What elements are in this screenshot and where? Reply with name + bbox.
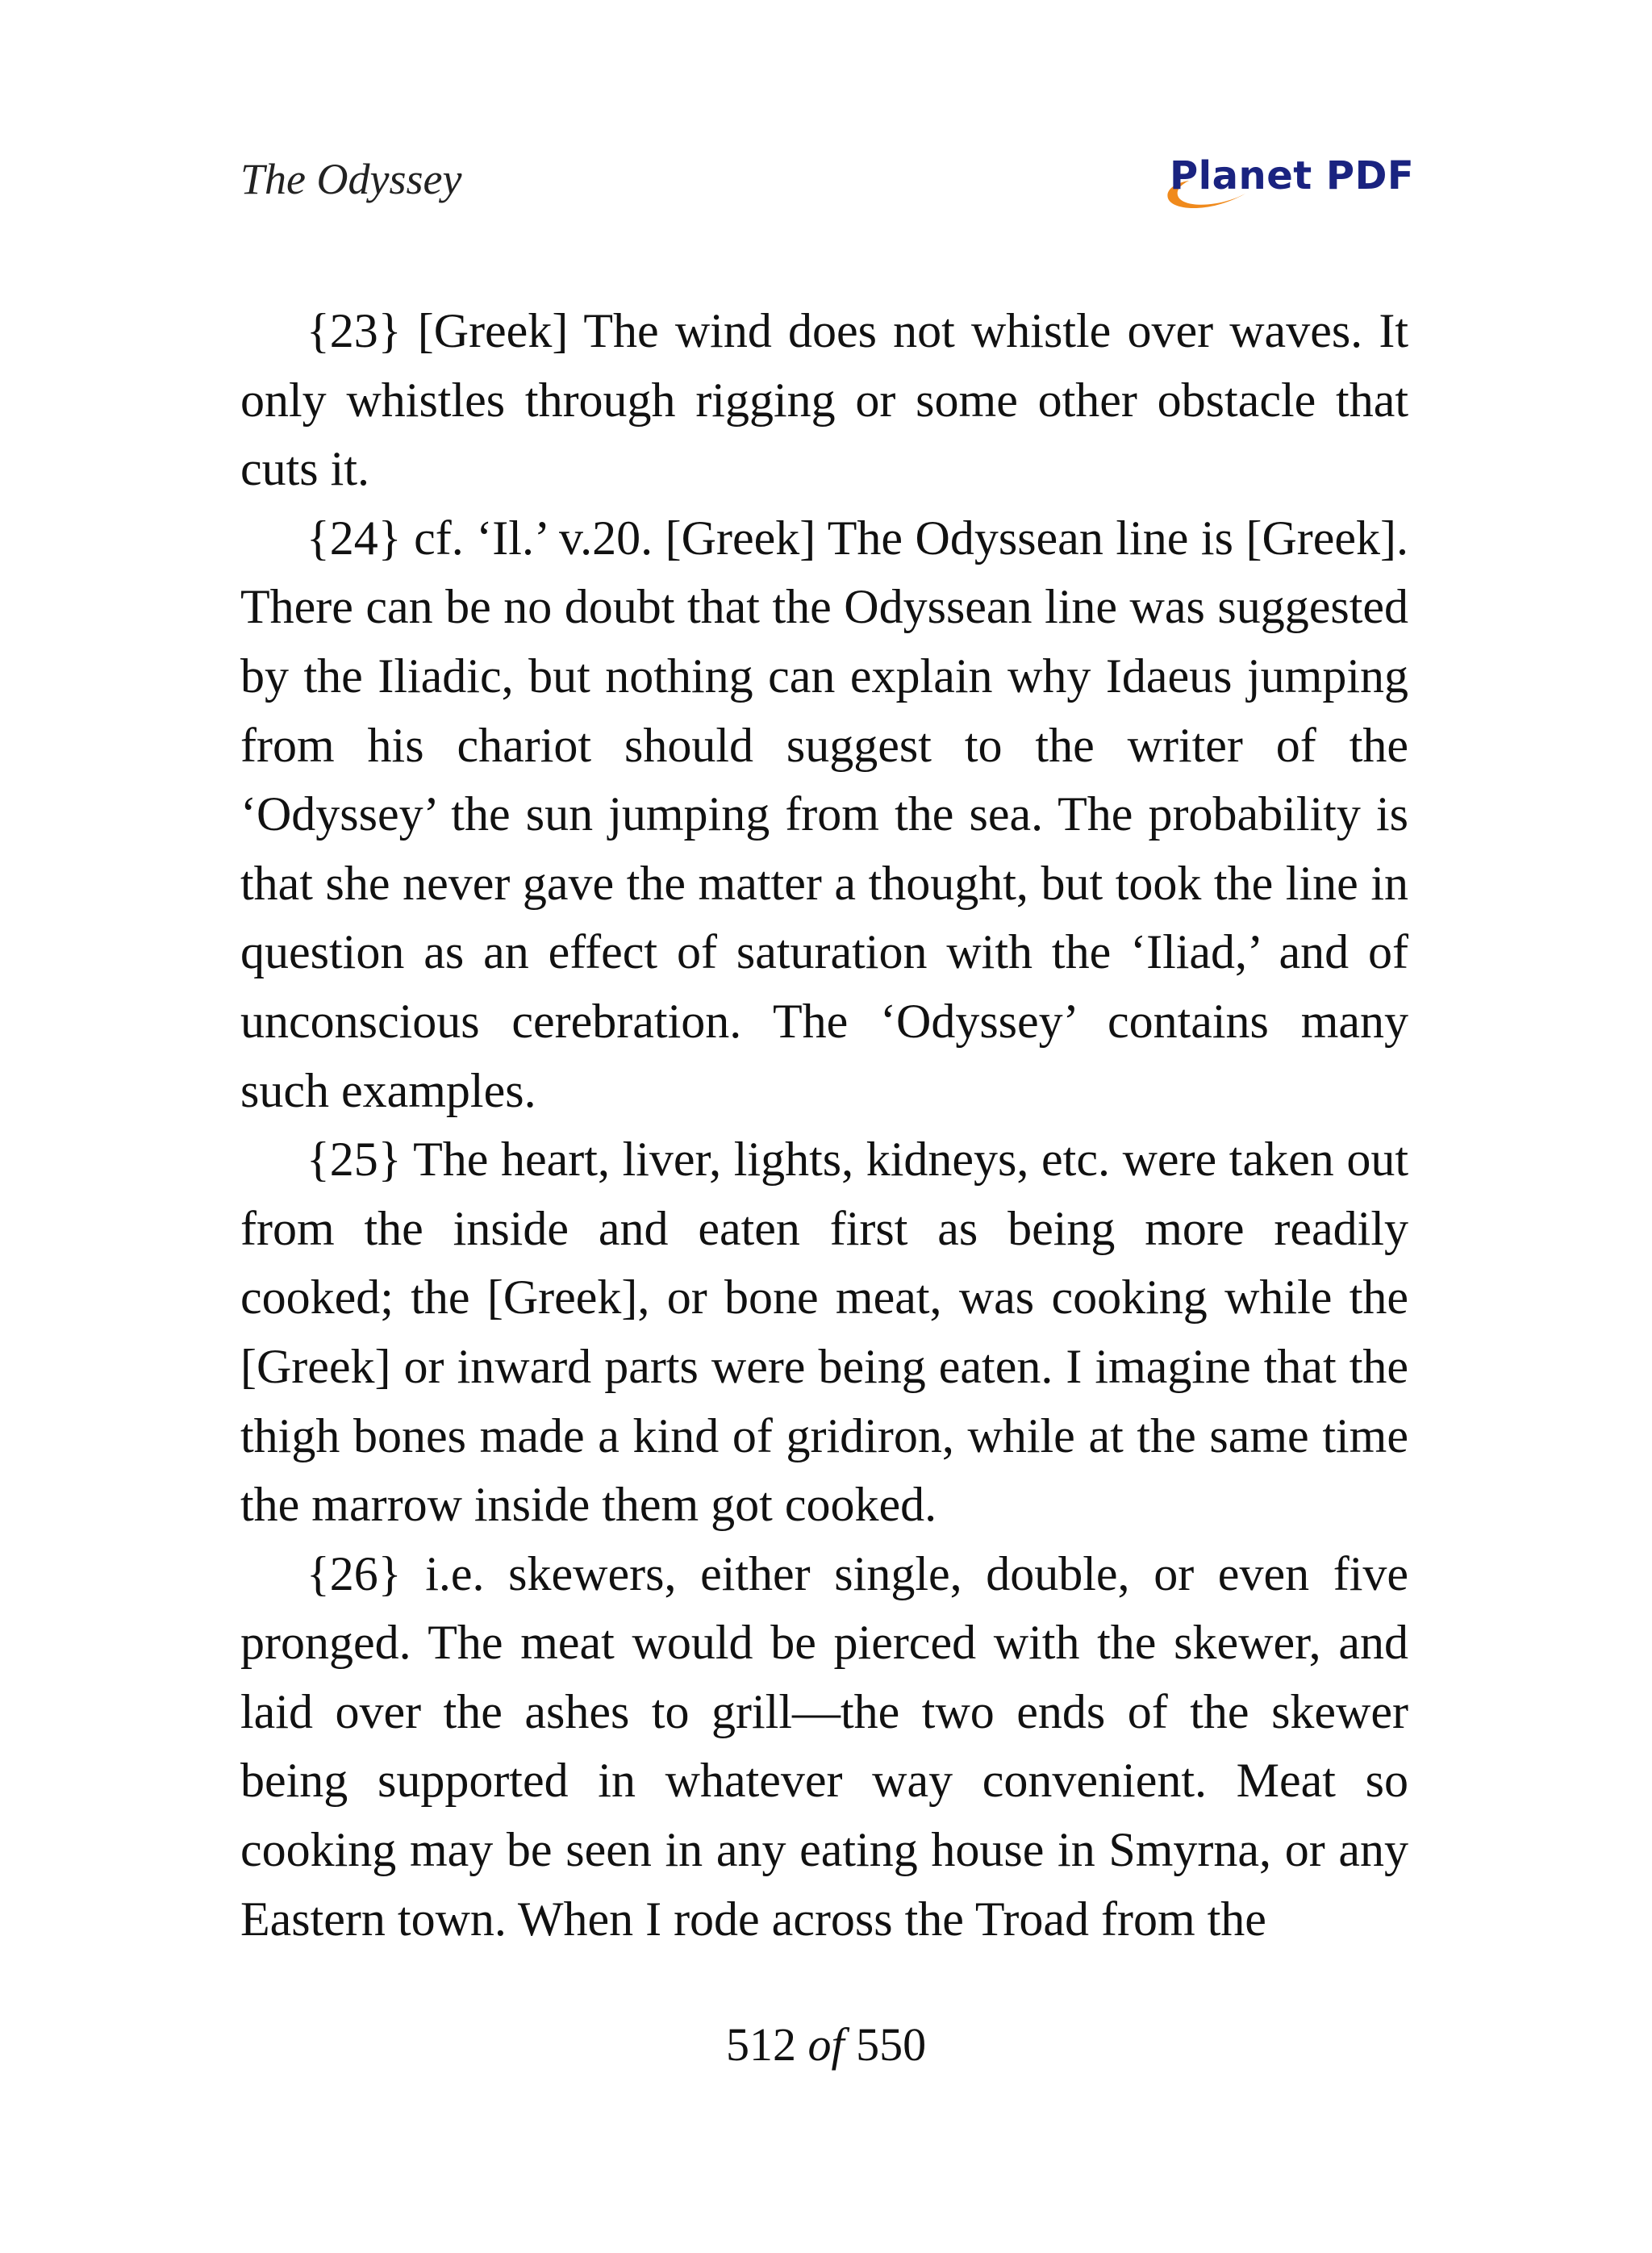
page-number: 512 [725,2018,796,2071]
footnote-paragraph-26: {26} i.e. skewers, either single, double, or even five pronged. The meat would be pierced with the skewer, and laid over the ashes to grill—the two ends of the skewer being supported in whatever way convenient. Meat so cooking may be seen in any eating house in Smyrna, or any Eastern town. When I rode across the Troad from the [240,1546,1408,1946]
total-pages: 550 [856,2018,927,2071]
page-body [240,297,1408,1954]
logo-text: Planet PDF [1170,153,1415,198]
planet-pdf-logo [1162,152,1420,216]
page-of-label: of [807,2018,845,2071]
page-footer [0,2017,1652,2073]
footnote-paragraph-24: {24} cf. ‘Il.’ v.20. [Greek] The Odyssean line is [Greek]. There can be no doubt that the Odyssean line was suggested by the Iliadic, but nothing can explain why Idaeus jumping from his chariot should suggest to the writer of the ‘Odyssey’ the sun jumping from the sea. The probability is that she never gave the matter a thought, but took the line in question as an effect of saturation with the ‘Iliad,’ and of unconscious cerebration. The ‘Odyssey’ contains many such examples. [240,511,1408,1117]
book-title: The Odyssey [240,155,462,203]
footnote-paragraph-25: {25} The heart, liver, lights, kidneys, etc. were taken out from the inside and eaten first as being more readily cooked; the [Greek], or bone meat, was cooking while the [Greek] or inward parts were being eaten. I imagine that the thigh bones made a kind of gridiron, while at the same time the marrow inside them got cooked. [240,1133,1408,1532]
footnote-paragraph-23: {23} [Greek] The wind does not whistle over waves. It only whistles through rigging or some other obstacle that cuts it. [240,304,1408,496]
